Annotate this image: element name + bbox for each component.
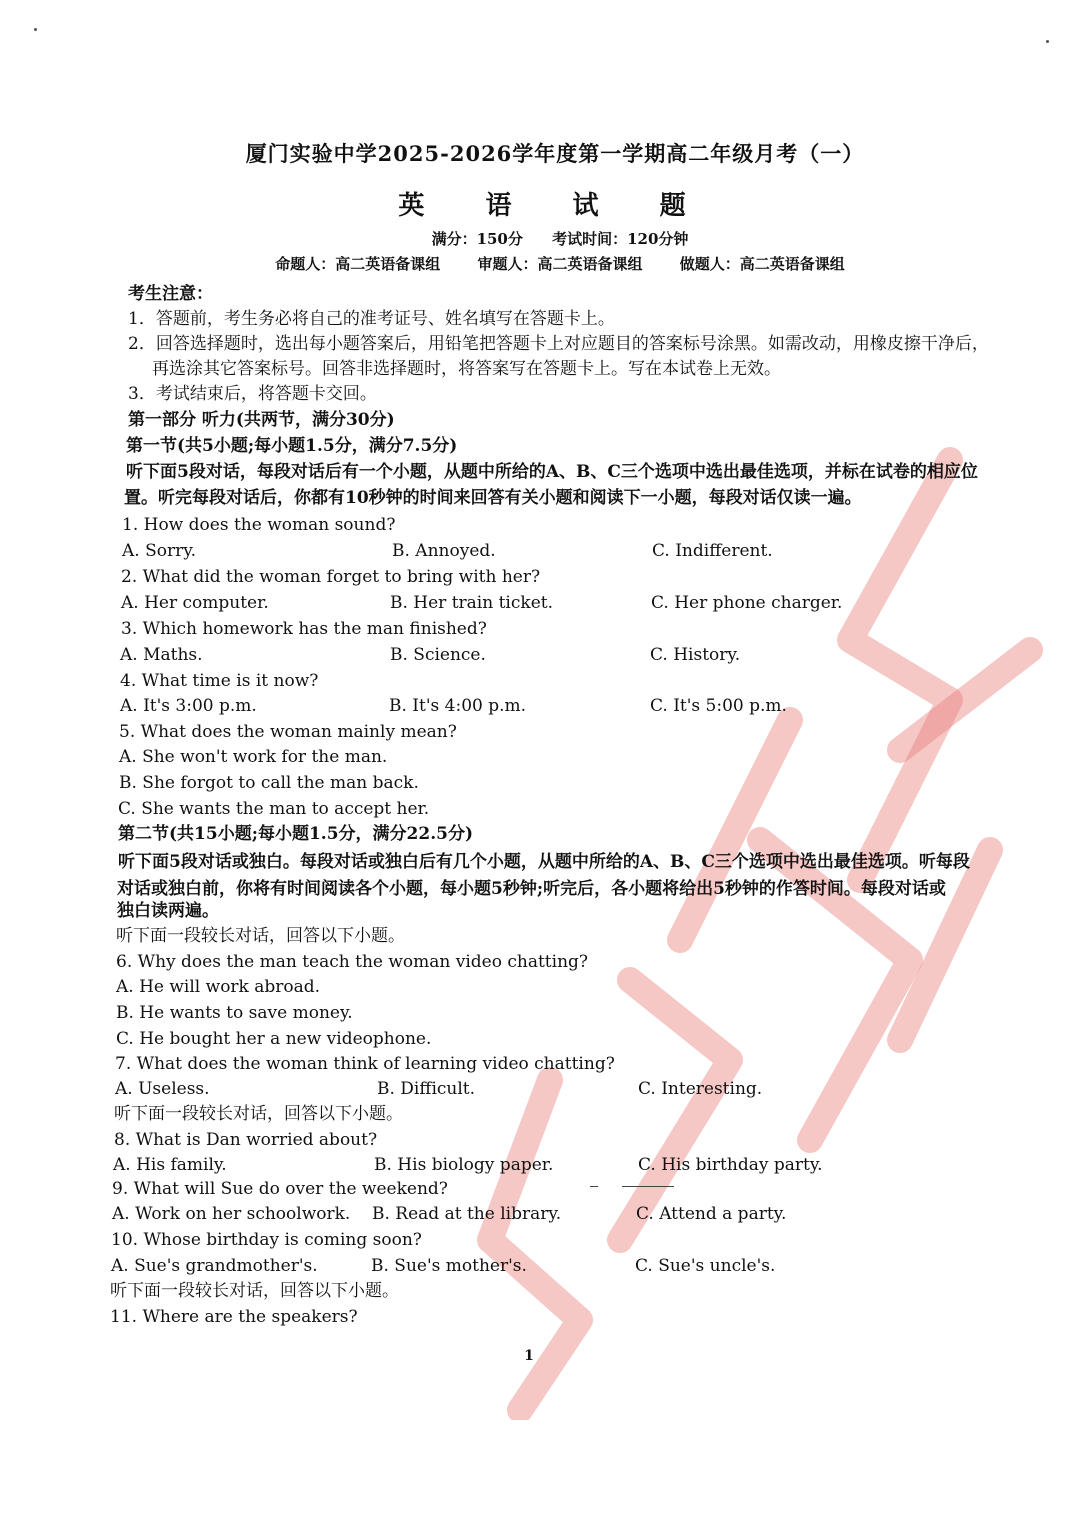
- option-c: C. Indifferent.: [652, 541, 773, 561]
- option-c: C. She wants the man to accept her.: [118, 799, 430, 819]
- question-stem: 10. Whose birthday is coming soon?: [111, 1230, 422, 1250]
- exam-meta: [0, 228, 1080, 249]
- stray-mark: [590, 1186, 598, 1187]
- question-stem: 4. What time is it now?: [120, 671, 319, 691]
- notice-item: 3．考试结束后，将答题卡交回。: [128, 384, 377, 404]
- option-a: A. Work on her schoolwork.: [112, 1204, 351, 1224]
- instructions: 置。听完每段对话后，你都有10秒钟的时间来回答有关小题和阅读下一小题，每段对话仅读一遍。: [124, 488, 862, 508]
- subject-title: 英 语 试 题: [398, 191, 712, 221]
- scan-speck: [1046, 40, 1049, 43]
- option-c: C. His birthday party.: [638, 1155, 823, 1175]
- authors: [0, 253, 1080, 274]
- question-stem: 6. Why does the man teach the woman video chatting?: [116, 952, 589, 972]
- option-c: C. Attend a party.: [636, 1204, 787, 1224]
- group-instruction: 听下面一段较长对话，回答以下小题。: [110, 1281, 399, 1301]
- group-instruction: 听下面一段较长对话，回答以下小题。: [116, 926, 405, 946]
- option-a: A. Useless.: [115, 1079, 210, 1099]
- part-heading: 第一部分 听力(共两节，满分30分): [128, 410, 395, 430]
- stray-mark: [622, 1186, 674, 1187]
- setter: 命题人：高二英语备课组: [275, 255, 441, 273]
- question-stem: 11. Where are the speakers?: [110, 1307, 358, 1327]
- option-c: C. It's 5:00 p.m.: [650, 696, 787, 716]
- instructions: 对话或独白前，你将有时间阅读各个小题，每小题5秒钟;听完后，各小题将给出5秒钟的作答时间。每段对话或: [117, 879, 946, 899]
- option-a: A. Maths.: [120, 645, 203, 665]
- question-stem: 7. What does the woman think of learning video chatting?: [115, 1054, 615, 1074]
- full-score: 满分：150分: [431, 230, 523, 248]
- option-c: C. Sue's uncle's.: [635, 1256, 776, 1276]
- option-b: B. His biology paper.: [374, 1155, 554, 1175]
- section-heading: 第二节(共15小题;每小题1.5分，满分22.5分): [118, 824, 473, 844]
- option-a: A. His family.: [113, 1155, 227, 1175]
- question-stem: 3. Which homework has the man finished?: [121, 619, 487, 639]
- question-stem: 5. What does the woman mainly mean?: [119, 722, 457, 742]
- option-a: A. She won't work for the man.: [119, 747, 388, 767]
- group-instruction: 听下面一段较长对话，回答以下小题。: [114, 1104, 403, 1124]
- option-a: A. It's 3:00 p.m.: [120, 696, 257, 716]
- option-c: C. History.: [650, 645, 741, 665]
- question-stem: 2. What did the woman forget to bring with her?: [121, 567, 541, 587]
- notice-item: 再选涂其它答案标号。回答非选择题时，将答案写在答题卡上。写在本试卷上无效。: [152, 359, 781, 379]
- option-b: B. Read at the library.: [372, 1204, 562, 1224]
- exam-title: 厦门实验中学2025-2026学年度第一学期高二年级月考（一）: [245, 141, 865, 166]
- option-b: B. Difficult.: [377, 1079, 476, 1099]
- reviewer: 审题人：高二英语备课组: [477, 255, 643, 273]
- option-c: C. He bought her a new videophone.: [116, 1029, 432, 1049]
- question-stem: 1. How does the woman sound?: [122, 515, 396, 535]
- question-stem: 9. What will Sue do over the weekend?: [112, 1179, 448, 1199]
- option-c: C. Her phone charger.: [651, 593, 843, 613]
- question-stem: 8. What is Dan worried about?: [114, 1130, 378, 1150]
- option-c: C. Interesting.: [638, 1079, 763, 1099]
- option-b: B. Annoyed.: [392, 541, 496, 561]
- notice-heading: 考生注意：: [128, 284, 213, 304]
- option-a: A. Sue's grandmother's.: [111, 1256, 318, 1276]
- section-heading: 第一节(共5小题;每小题1.5分，满分7.5分): [126, 436, 458, 456]
- instructions: 听下面5段对话或独白。每段对话或独白后有几个小题，从题中所给的A、B、C三个选项中选出最佳选项。听每段: [118, 852, 970, 872]
- option-b: B. He wants to save money.: [116, 1003, 353, 1023]
- option-a: A. Sorry.: [122, 541, 196, 561]
- option-b: B. Science.: [390, 645, 486, 665]
- notice-item: 1．答题前，考生务必将自己的准考证号、姓名填写在答题卡上。: [128, 309, 615, 329]
- option-b: B. Her train ticket.: [390, 593, 553, 613]
- option-a: A. He will work abroad.: [116, 977, 321, 997]
- notice-item: 2．回答选择题时，选出每小题答案后，用铅笔把答题卡上对应题目的答案标号涂黑。如需改动，用橡皮擦干净后，: [128, 334, 989, 354]
- option-b: B. It's 4:00 p.m.: [389, 696, 527, 716]
- exam-time: 考试时间：120分钟: [552, 230, 689, 248]
- page-number: 1: [524, 1348, 534, 1364]
- maker: 做题人：高二英语备课组: [679, 255, 845, 273]
- option-a: A. Her computer.: [121, 593, 269, 613]
- option-b: B. Sue's mother's.: [371, 1256, 527, 1276]
- option-b: B. She forgot to call the man back.: [119, 773, 419, 793]
- instructions: 独白读两遍。: [117, 901, 219, 921]
- instructions: 听下面5段对话，每段对话后有一个小题，从题中所给的A、B、C三个选项中选出最佳选项，并标在试卷的相应位: [126, 462, 978, 482]
- scan-speck: [34, 28, 37, 31]
